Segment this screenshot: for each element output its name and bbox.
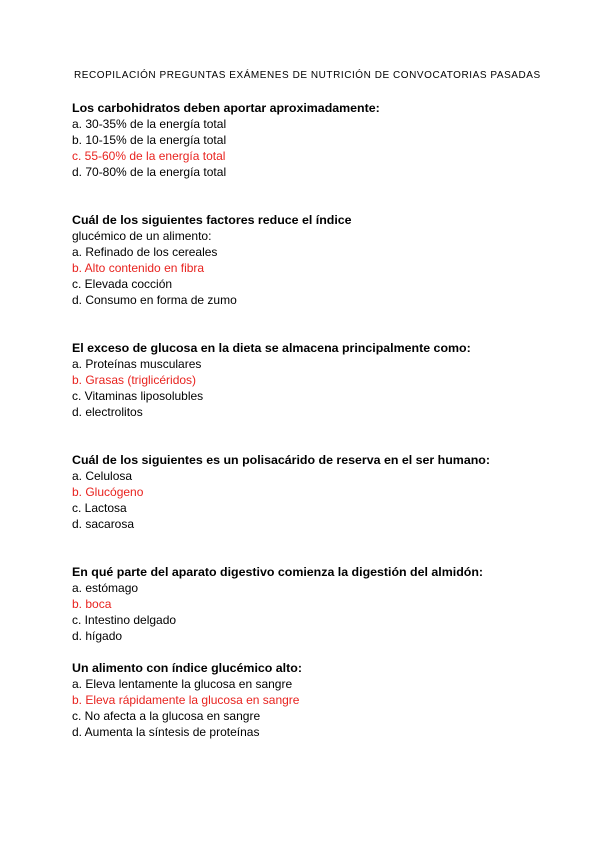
answer-option-correct: c. 55-60% de la energía total [72, 149, 226, 163]
question-block [72, 100, 542, 180]
answer-option: d. hígado [72, 629, 123, 643]
question-title: En qué parte del aparato digestivo comienza la digestión del almidón: [72, 565, 484, 579]
question-title: Cuál de los siguientes factores reduce el índice [72, 213, 352, 227]
question-block [72, 660, 542, 740]
answer-option-correct: b. Alto contenido en fibra [72, 261, 205, 275]
answer-option: a. estómago [72, 581, 139, 595]
answer-option: a. Eleva lentamente la glucosa en sangre [72, 677, 293, 691]
answer-option: c. Elevada cocción [72, 277, 173, 291]
answer-option: c. Vitaminas liposolubles [72, 389, 204, 403]
answer-option: d. 70-80% de la energía total [72, 165, 227, 179]
answer-option: a. Refinado de los cereales [72, 245, 218, 259]
answer-option: d. Aumenta la síntesis de proteínas [72, 725, 260, 739]
answer-option: c. Intestino delgado [72, 613, 177, 627]
question-block [72, 452, 542, 532]
question-title-continuation: glucémico de un alimento: [72, 229, 212, 243]
question-block [72, 212, 542, 308]
answer-option: a. Celulosa [72, 469, 133, 483]
answer-option: a. Proteínas musculares [72, 357, 202, 371]
answer-option-correct: b. Glucógeno [72, 485, 144, 499]
question-title: Cuál de los siguientes es un polisacárido de reserva en el ser humano: [72, 453, 490, 467]
answer-option: d. sacarosa [72, 517, 135, 531]
answer-option: b. 10-15% de la energía total [72, 133, 227, 147]
answer-option: a. 30-35% de la energía total [72, 117, 227, 131]
answer-option: c. No afecta a la glucosa en sangre [72, 709, 261, 723]
question-title: Un alimento con índice glucémico alto: [72, 661, 302, 675]
page-header: RECOPILACIÓN PREGUNTAS EXÁMENES DE NUTRICIÓN DE CONVOCATORIAS PASADAS [74, 70, 541, 81]
answer-option: c. Lactosa [72, 501, 127, 515]
answer-option-correct: b. Eleva rápidamente la glucosa en sangre [72, 693, 300, 707]
answer-option-correct: b. Grasas (triglicéridos) [72, 373, 197, 387]
question-block [72, 564, 542, 644]
question-title: El exceso de glucosa en la dieta se almacena principalmente como: [72, 341, 471, 355]
question-block [72, 340, 542, 420]
answer-option-correct: b. boca [72, 597, 112, 611]
question-title: Los carbohidratos deben aportar aproximadamente: [72, 101, 380, 115]
answer-option: d. Consumo en forma de zumo [72, 293, 237, 307]
answer-option: d. electrolitos [72, 405, 143, 419]
